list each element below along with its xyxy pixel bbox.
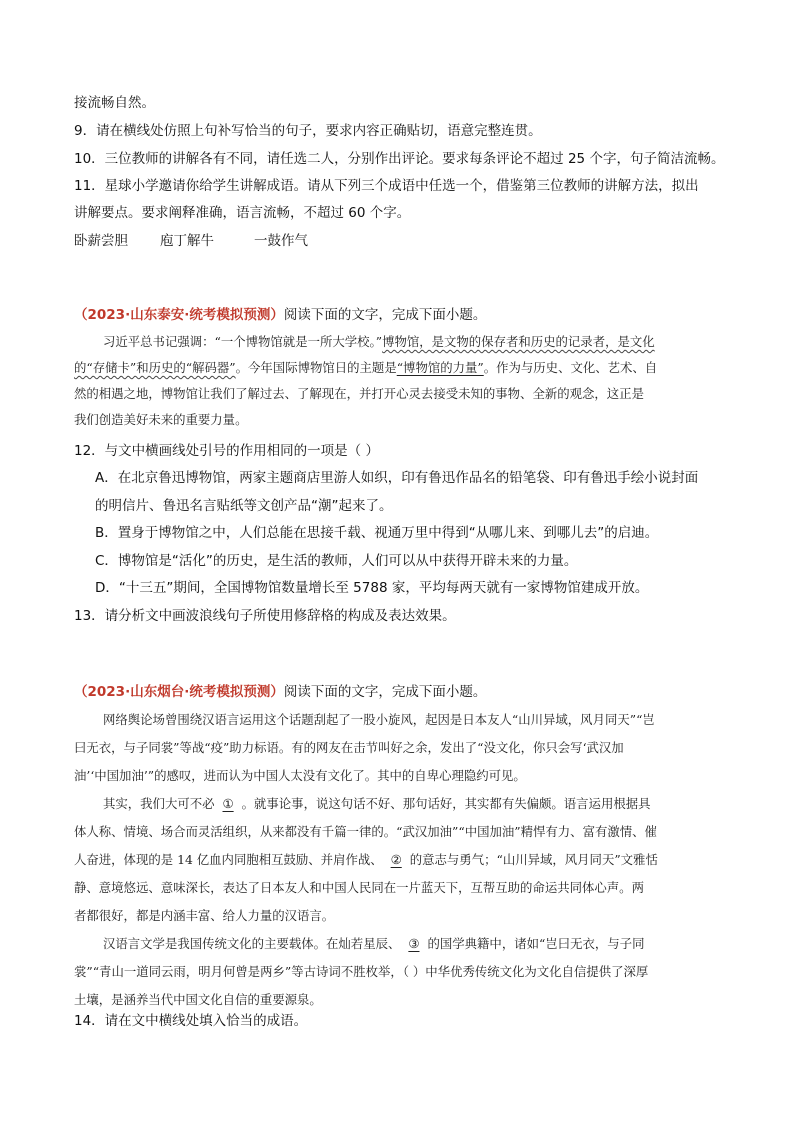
blank-1: ① [222, 796, 234, 811]
passage-2-line-5: 体人称、情境、场合而灵活组织，从来都没有千篇一律的。“武汉加油”“中国加油”精悍有力、富有激情、催 [74, 824, 657, 839]
section-2-instruction: 阅读下面的文字，完成下面小题。 [283, 307, 487, 323]
question-12: 12．与文中横画线处引号的作用相同的一项是（ ） [74, 443, 379, 459]
section-3-instruction: 阅读下面的文字，完成下面小题。 [283, 684, 487, 700]
passage-1-line-3: 然的相遇之地，博物馆让我们了解过去、了解现在，并打开心灵去接受未知的事物、全新的观念，这正是 [74, 386, 644, 401]
section-2-header [74, 305, 486, 325]
passage-2-text: 汉语言文学是我国传统文化的主要载体。在灿若星辰、 [103, 936, 401, 951]
option-b: B．置身于博物馆之中，人们总能在思接千载、视通万里中得到“从哪儿来、到哪儿去”的启迪。 [95, 525, 659, 541]
idiom-2: 庖丁解牛 [160, 233, 214, 249]
section-3-source: （2023·山东烟台·统考模拟预测） [74, 684, 284, 700]
passage-2-text: 的国学典籍中，诸如“岂曰无衣，与子同 [427, 936, 645, 951]
option-d: D．“十三五”期间，全国博物馆数量增长至 5788 家，平均每两天就有一家博物馆建成开放。 [95, 580, 649, 596]
passage-2-line-3: 油’‘中国加油’”的感叹，进而认为中国人太没有文化了。其中的自卑心理隐约可见。 [74, 768, 526, 783]
passage-1-line-4: 我们创造美好未来的重要力量。 [74, 412, 248, 427]
passage-1-line-2 [74, 359, 657, 377]
underlined-quote: “博物馆的力量” [396, 360, 484, 375]
blank-2: ② [390, 852, 402, 867]
carry-over-text: 接流畅自然。 [74, 95, 155, 111]
passage-2-text: 。就事论事，说这句话不好、那句话好，其实都有失偏颇。语言运用根据具 [241, 796, 651, 811]
option-c: C．博物馆是“活化”的历史，是生活的教师，人们可以从中获得开辟未来的力量。 [95, 553, 578, 569]
passage-1-line-1 [103, 333, 655, 351]
passage-2-text: 人奋进，体现的是 14 亿血内同胞相互鼓励、并肩作战、 [74, 852, 383, 867]
idiom-3: 一鼓作气 [254, 233, 308, 249]
passage-2-line-11: 土壤，是涵养当代中国文化自信的重要源泉。 [74, 992, 322, 1007]
option-a-line-2: 的明信片、鲁迅名言贴纸等文创产品“潮”起来了。 [95, 498, 393, 514]
passage-2-line-6 [74, 851, 658, 869]
passage-1-text: 。今年国际博物馆日的主题是 [235, 360, 397, 375]
passage-2-text: 的意志与勇气；“山川异域，风月同天”文雅恬 [409, 852, 658, 867]
blank-3: ③ [408, 936, 420, 951]
question-13: 13．请分析文中画波浪线句子所使用修辞格的构成及表达效果。 [74, 608, 456, 624]
passage-1-text: 。作为与历史、文化、艺术、自 [483, 360, 658, 375]
question-14: 14．请在文中横线处填入恰当的成语。 [74, 1013, 308, 1029]
wavy-underlined-sentence-cont: 的“存储卡”和历史的“解码器” [74, 360, 236, 375]
option-a-line-1: A．在北京鲁迅博物馆，两家主题商店里游人如织，印有鲁迅作品名的铅笔袋、印有鲁迅手绘小说封面 [95, 470, 699, 486]
question-11-line-2: 讲解要点。要求阐释准确，语言流畅，不超过 60 个字。 [74, 205, 411, 221]
question-9: 9．请在横线处仿照上句补写恰当的句子，要求内容正确贴切，语意完整连贯。 [74, 123, 542, 139]
passage-2-line-1: 网络舆论场曾围绕汉语言运用这个话题刮起了一股小旋风，起因是日本友人“山川异域，风月同天”“岂 [103, 712, 655, 727]
passage-1-text: 习近平总书记强调：“一个博物馆就是一所大学校。” [103, 334, 383, 349]
question-11-line-1: 11．星球小学邀请你给学生讲解成语。请从下列三个成语中任选一个，借鉴第三位教师的讲解方法，拟出 [74, 178, 699, 194]
passage-2-line-8: 者都很好，都是内涵丰富、给人力量的汉语言。 [74, 908, 335, 923]
passage-2-line-4 [103, 795, 651, 813]
section-3-header [74, 682, 486, 702]
wavy-underlined-sentence: 博物馆，是文物的保存者和历史的记录者，是文化 [382, 334, 655, 349]
idiom-options [74, 231, 308, 251]
passage-2-line-2: 曰无衣，与子同裳”等战“疫”助力标语。有的网友在击节叫好之余，发出了“没文化，你只会写‘武汉加 [74, 740, 624, 755]
section-2-source: （2023·山东泰安·统考模拟预测） [74, 307, 284, 323]
passage-2-line-7: 静、意境悠远、意味深长，表达了日本友人和中国人民同在一片蓝天下，互帮互助的命运共同体心声。两 [74, 880, 644, 895]
question-10: 10．三位教师的讲解各有不同，请任选二人，分别作出评论。要求每条评论不超过 25 个字，句子简洁流畅。 [74, 151, 725, 167]
passage-2-line-10: 裳”“青山一道同云雨，明月何曾是两乡”等古诗词不胜枚举，（ ）中华优秀传统文化为文化自信提供了深厚 [74, 964, 649, 979]
passage-2-line-9 [103, 935, 644, 953]
idiom-1: 卧薪尝胆 [74, 233, 128, 249]
passage-2-text: 其实，我们大可不必 [103, 796, 215, 811]
